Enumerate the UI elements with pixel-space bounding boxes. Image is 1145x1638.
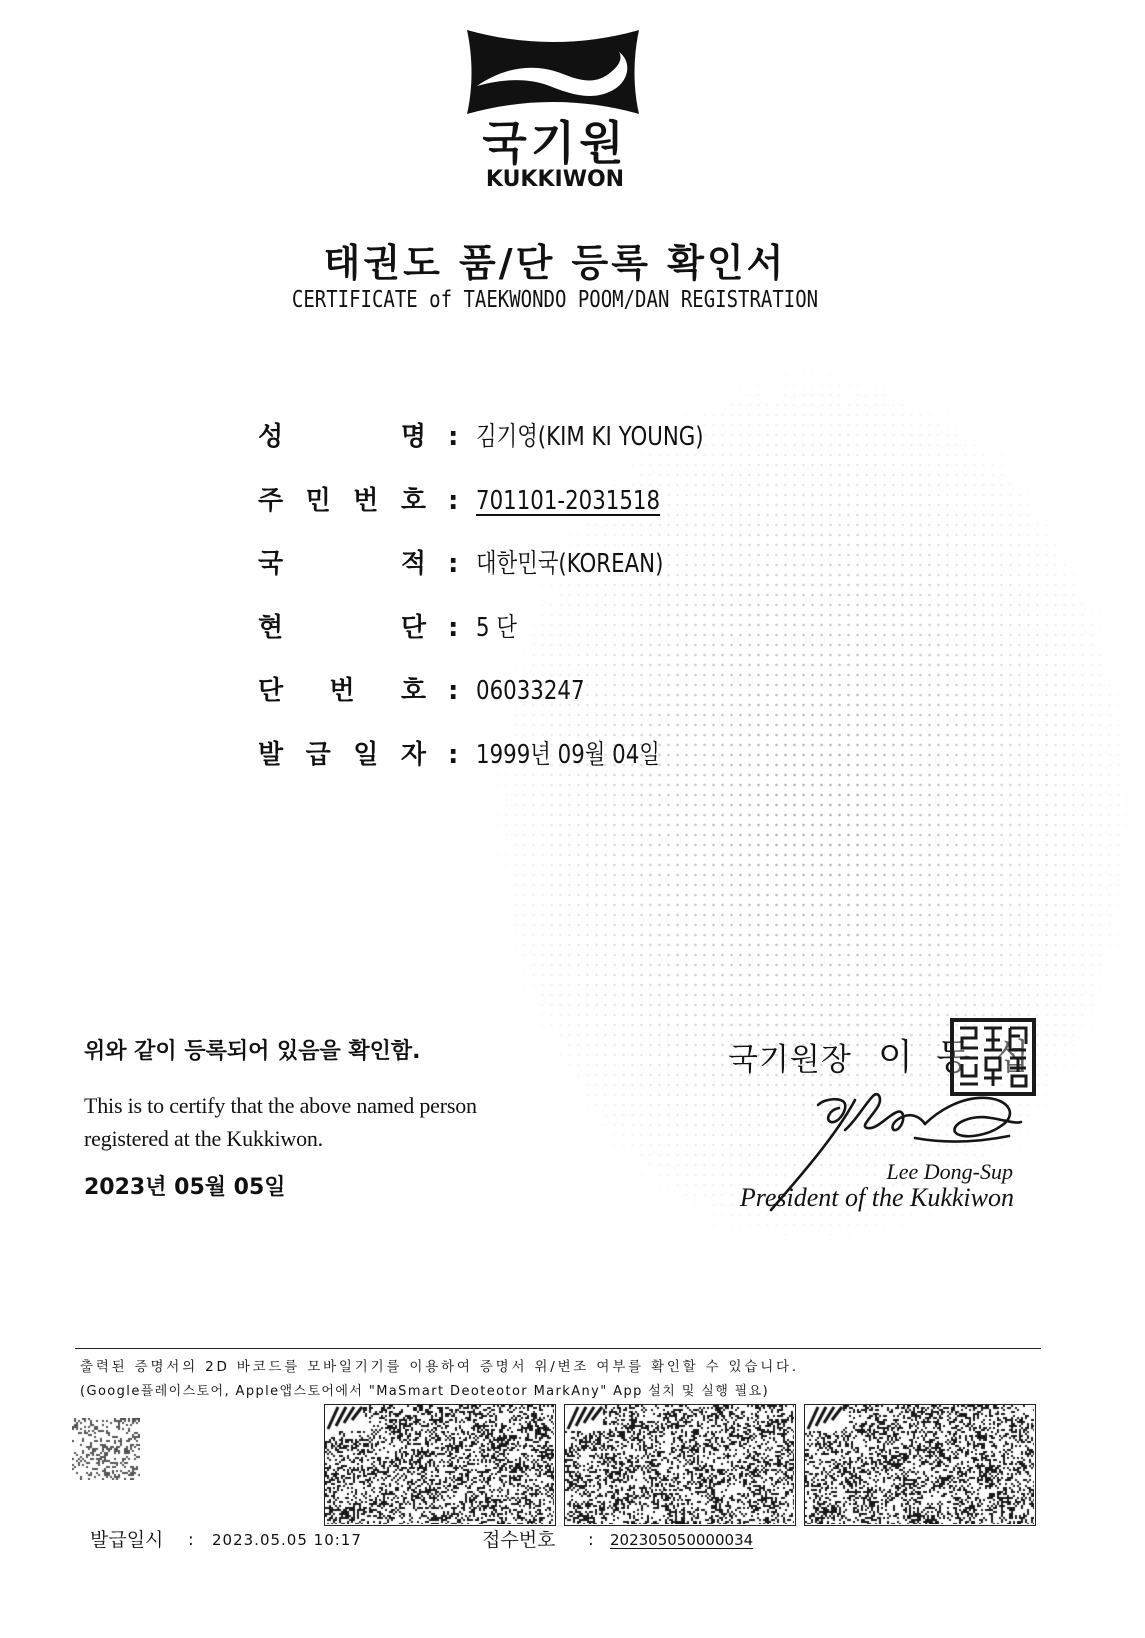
verification-notice-line: 출력된 증명서의 2D 바코드를 모바일기기를 이용하여 증명서 위/변조 여부를 확인할 수 있습니다.: [80, 1359, 799, 1375]
confirmation-english-line: This is to certify that the above named person: [84, 1093, 477, 1118]
field-separator: :: [448, 422, 459, 452]
confirmation-korean: 위와 같이 등록되어 있음을 확인함.: [84, 1039, 421, 1064]
receipt-separator: :: [588, 1530, 594, 1550]
issue-datetime-label: 발급일시: [90, 1529, 164, 1551]
logo-english-wordmark: KUKKIWON: [485, 167, 625, 192]
field-label: 성 명: [258, 422, 426, 452]
field-value: 김기영(KIM KI YOUNG): [476, 422, 705, 452]
field-row-resident-number: [258, 483, 754, 547]
field-separator: :: [448, 612, 459, 643]
receipt-number-value: 202305050000034: [610, 1531, 754, 1549]
issue-datetime-value: 2023.05.05 10:17: [212, 1531, 362, 1549]
field-value: 5 단: [476, 612, 518, 643]
field-label: 발 급 일 자: [258, 739, 426, 770]
confirmation-english-line: registered at the Kukkiwon.: [84, 1126, 323, 1151]
receipt-number-label: 접수번호: [482, 1529, 556, 1551]
field-row-issue-date: [258, 737, 754, 801]
field-value: 대한민국(KOREAN): [476, 549, 664, 580]
document-subtitle: CERTIFICATE of TAEKWONDO POOM/DAN REGISTRATION: [291, 286, 819, 314]
verification-notice-line: (Google플레이스토어, Apple앱스토어에서 "MaSmart Deoteotor MarkAny" App 설치 및 실행 필요): [80, 1384, 770, 1399]
signatory-name-english: Lee Dong-Sup: [886, 1159, 1013, 1184]
field-row-dan-number: [258, 673, 754, 737]
field-separator: :: [448, 676, 459, 707]
issue-separator: :: [188, 1530, 194, 1550]
field-label: 단 번 호: [258, 676, 426, 707]
field-label: 국 적: [258, 549, 426, 580]
field-label: 주 민 번 호: [258, 485, 426, 516]
signatory-name-korean: 이 동 섭: [878, 1037, 1036, 1078]
kukkiwon-emblem-icon: [463, 28, 643, 118]
certification-date: 2023년 05월 05일: [84, 1175, 286, 1200]
registration-fields: [258, 419, 754, 801]
field-value: 1999년 09월 04일: [476, 739, 661, 770]
field-value: 701101-2031518: [476, 485, 661, 516]
footer-divider: [75, 1348, 1041, 1349]
2d-barcode: [324, 1404, 556, 1526]
field-label: 현 단: [258, 612, 426, 643]
field-row-name: [258, 419, 754, 483]
field-separator: :: [448, 549, 459, 580]
document-title: 태권도 품/단 등록 확인서: [323, 241, 787, 285]
signatory-position-english: President of the Kukkiwon: [739, 1183, 1014, 1212]
field-separator: :: [448, 485, 459, 516]
field-row-current-dan: [258, 610, 754, 674]
field-separator: :: [448, 739, 459, 770]
small-2d-barcode: [72, 1418, 140, 1480]
2d-barcode: [804, 1404, 1036, 1526]
2d-barcode: [564, 1404, 796, 1526]
logo-korean-wordmark: 국기원: [482, 116, 628, 170]
field-row-nationality: [258, 546, 754, 610]
field-value: 06033247: [476, 676, 585, 707]
signatory-title-korean: 국기원장: [728, 1042, 852, 1078]
